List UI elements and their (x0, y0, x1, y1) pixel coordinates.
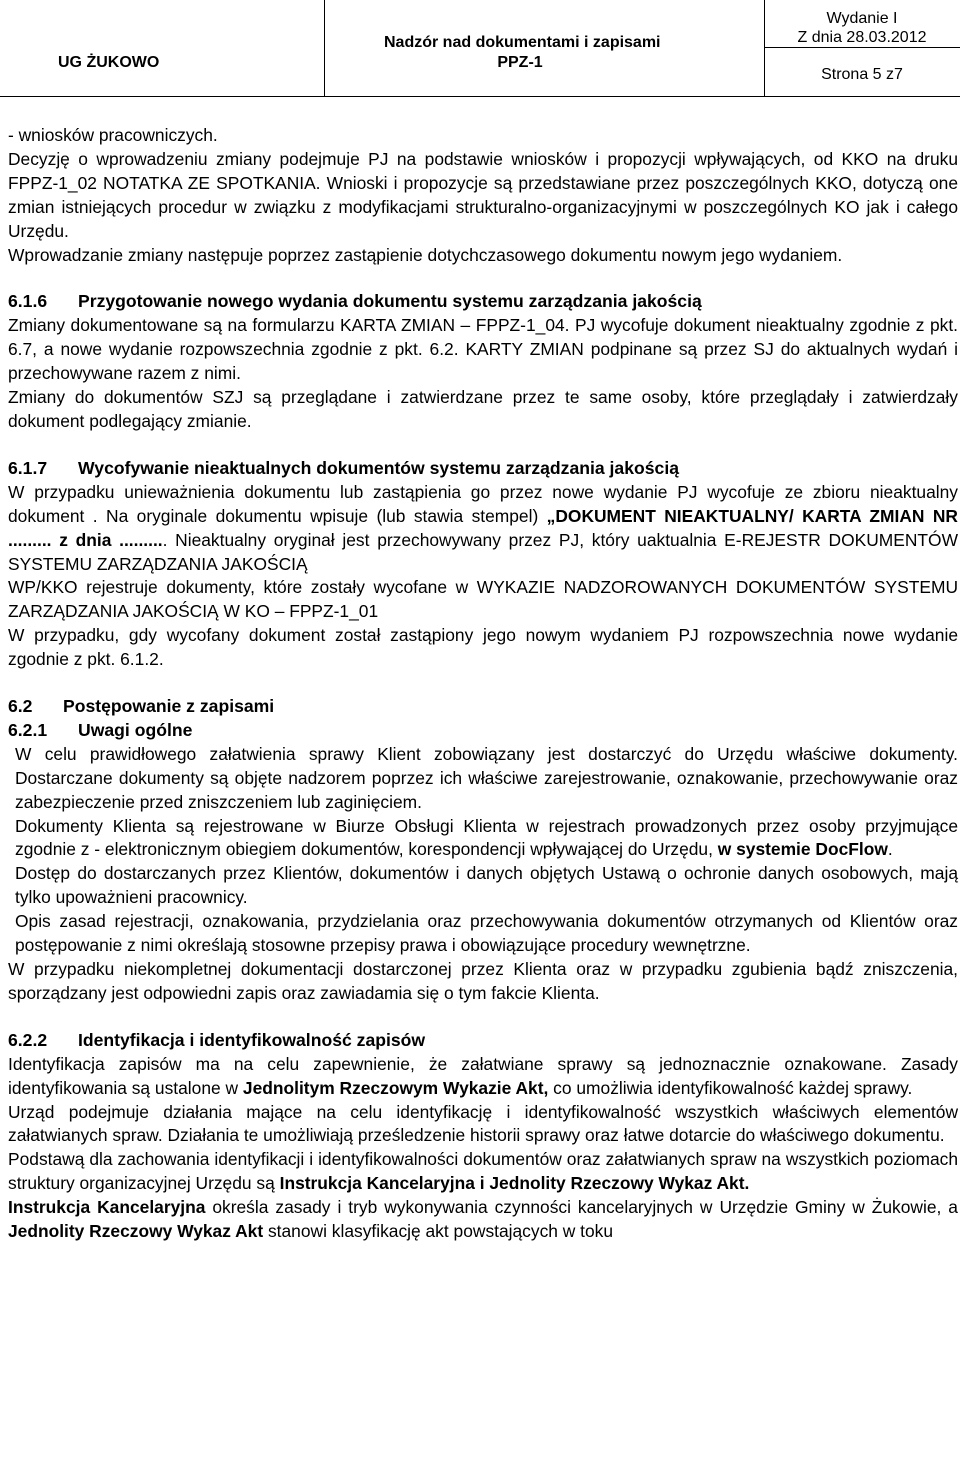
section-heading-6-2-2: 6.2.2 Identyfikacja i identyfikowalność zapisów (8, 1029, 426, 1050)
paragraph: Podstawą dla zachowania identyfikacji i identyfikowalności dokumentów oraz załatwianych spraw na wszystkich poziomach struktury organizacyjnej Urzędu są Instrukcja Kancelaryjna i Jednolity Rzeczowy Wykaz Akt. (8, 1149, 958, 1194)
paragraph: W przypadku unieważnienia dokumentu lub zastąpienia go przez nowe wydanie PJ wycofuje ze zbioru nieaktualny dokument . Na oryginale dokumentu wpisuje (lub stawia stempel) „DOKUMENT NIEAKTUALNY/ KARTA ZMIAN NR ......... z dnia .......... Nieaktualny oryginał jest przechowywany przez PJ, który uaktualnia E-REJESTR DOKUMENTÓW SYSTEMU ZARZĄDZANIA JAKOŚCIĄ (8, 481, 958, 574)
header-bottom-rule (0, 96, 960, 97)
section-heading-6-1-7: 6.1.7 Wycofywanie nieaktualnych dokumentów systemu zarządzania jakością (8, 457, 679, 478)
section-heading-6-1-6: 6.1.6 Przygotowanie nowego wydania dokumentu systemu zarządzania jakością (8, 291, 702, 312)
document-title: Nadzór nad dokumentami i zapisami (384, 34, 661, 51)
header-divider (764, 47, 960, 48)
paragraph: W przypadku niekompletnej dokumentacji dostarczonej przez Klienta oraz w przypadku zgubienia bądź zniszczenia, sporządzany jest odpowiedni zapis oraz zawiadamia się o tym fakcie Klienta. (8, 959, 958, 1003)
paragraph: W przypadku, gdy wycofany dokument został zastąpiony jego nowym wydaniem PJ rozpowszechnia nowe wydanie zgodnie z pkt. 6.1.2. (8, 625, 958, 670)
page-number: Strona 5 z7 (821, 66, 903, 83)
paragraph: Wprowadzanie zmiany następuje poprzez zastąpienie dotychczasowego dokumentu nowym jego wydaniem. (8, 244, 843, 265)
document-body (8, 124, 958, 1244)
paragraph: WP/KKO rejestruje dokumenty, które zostały wycofane w WYKAZIE NADZOROWANYCH DOKUMENTÓW SYSTEMU ZARZĄDZANIA JAKOŚCIĄ W KO – FPPZ-1_01 (8, 577, 958, 622)
paragraph: Zmiany dokumentowane są na formularzu KARTA ZMIAN – FPPZ-1_04. PJ wycofuje dokument nieaktualny zgodnie z pkt. 6.7, a nowe wydanie rozpowszechnia zgodnie z pkt. 6.2. KARTY ZMIAN podpinane są przez SJ do aktualnych wydań i przechowywane razem z nimi. (8, 315, 958, 384)
header-divider (324, 0, 325, 97)
document-header (0, 0, 960, 97)
paragraph: Zmiany do dokumentów SZJ są przeglądane i zatwierdzane przez te same osoby, które przeglądały i zatwierdzały dokument podlegający zmianie. (8, 387, 958, 431)
document-code: PPZ-1 (497, 54, 543, 71)
edition-date: Z dnia 28.03.2012 (797, 29, 927, 46)
edition-label: Wydanie I (826, 10, 898, 27)
paragraph: Identyfikacja zapisów ma na celu zapewnienie, że załatwiane sprawy są jednoznacznie oznakowane. Zasady identyfikowania są ustalone w Jednolitym Rzeczowym Wykazie Akt, co umożliwia identyfikowalność każdej sprawy. (8, 1053, 958, 1098)
paragraph: Dokumenty Klienta są rejestrowane w Biurze Obsługi Klienta w rejestrach prowadzonych przez osoby przyjmujące zgodnie z - elektronicznym obiegiem dokumentów, korespondencji wpływającej do Urzędu, w systemie DocFlow. (15, 815, 958, 860)
paragraph: - wniosków pracowniczych. (8, 125, 218, 145)
paragraph: Instrukcja Kancelaryjna określa zasady i tryb wykonywania czynności kancelaryjnych w Urzędzie Gminy w Żukowie, a Jednolity Rzeczowy Wykaz Akt stanowi klasyfikację akt powstających w toku (8, 1197, 958, 1242)
paragraph: Decyzję o wprowadzeniu zmiany podejmuje PJ na podstawie wniosków i propozycji wpływających, od KKO na druku FPPZ-1_02 NOTATKA ZE SPOTKANIA. Wnioski i propozycje są przedstawiane przez poszczególnych KKO, dotyczą one zmian istniejących procedur w związku z modyfikacjami strukturalno-organizacyjnymi w poszczególnych KO jak i całego Urzędu. (8, 148, 958, 241)
section-heading-6-2: 6.2 Postępowanie z zapisami (8, 696, 275, 717)
paragraph: W celu prawidłowego załatwienia sprawy Klient zobowiązany jest dostarczyć do Urzędu właściwe dokumenty. Dostarczane dokumenty są objęte nadzorem poprzez ich właściwe zarejestrowanie, oznakowanie, przechowywanie oraz zabezpieczenie przed zniszczeniem lub zaginięciem. (15, 743, 958, 812)
organization-name: UG ŻUKOWO (58, 54, 160, 71)
paragraph: Urząd podejmuje działania mające na celu identyfikację i identyfikowalność wszystkich właściwych elementów załatwianych spraw. Działania te umożliwiają prześledzenie historii sprawy oraz łatwe dotarcie do właściwego dokumentu. (8, 1101, 958, 1146)
section-heading-6-2-1: 6.2.1 Uwagi ogólne (8, 719, 193, 740)
paragraph: Opis zasad rejestracji, oznakowania, przydzielania oraz przechowywania dokumentów otrzymanych od Klientów oraz postępowanie z nimi określają stosowne przepisy prawa i obowiązujące procedury wewnętrzne. (15, 911, 958, 956)
paragraph: Dostęp do dostarczanych przez Klientów, dokumentów i danych objętych Ustawą o ochronie danych osobowych, mają tylko upoważnieni pracownicy. (15, 863, 958, 908)
